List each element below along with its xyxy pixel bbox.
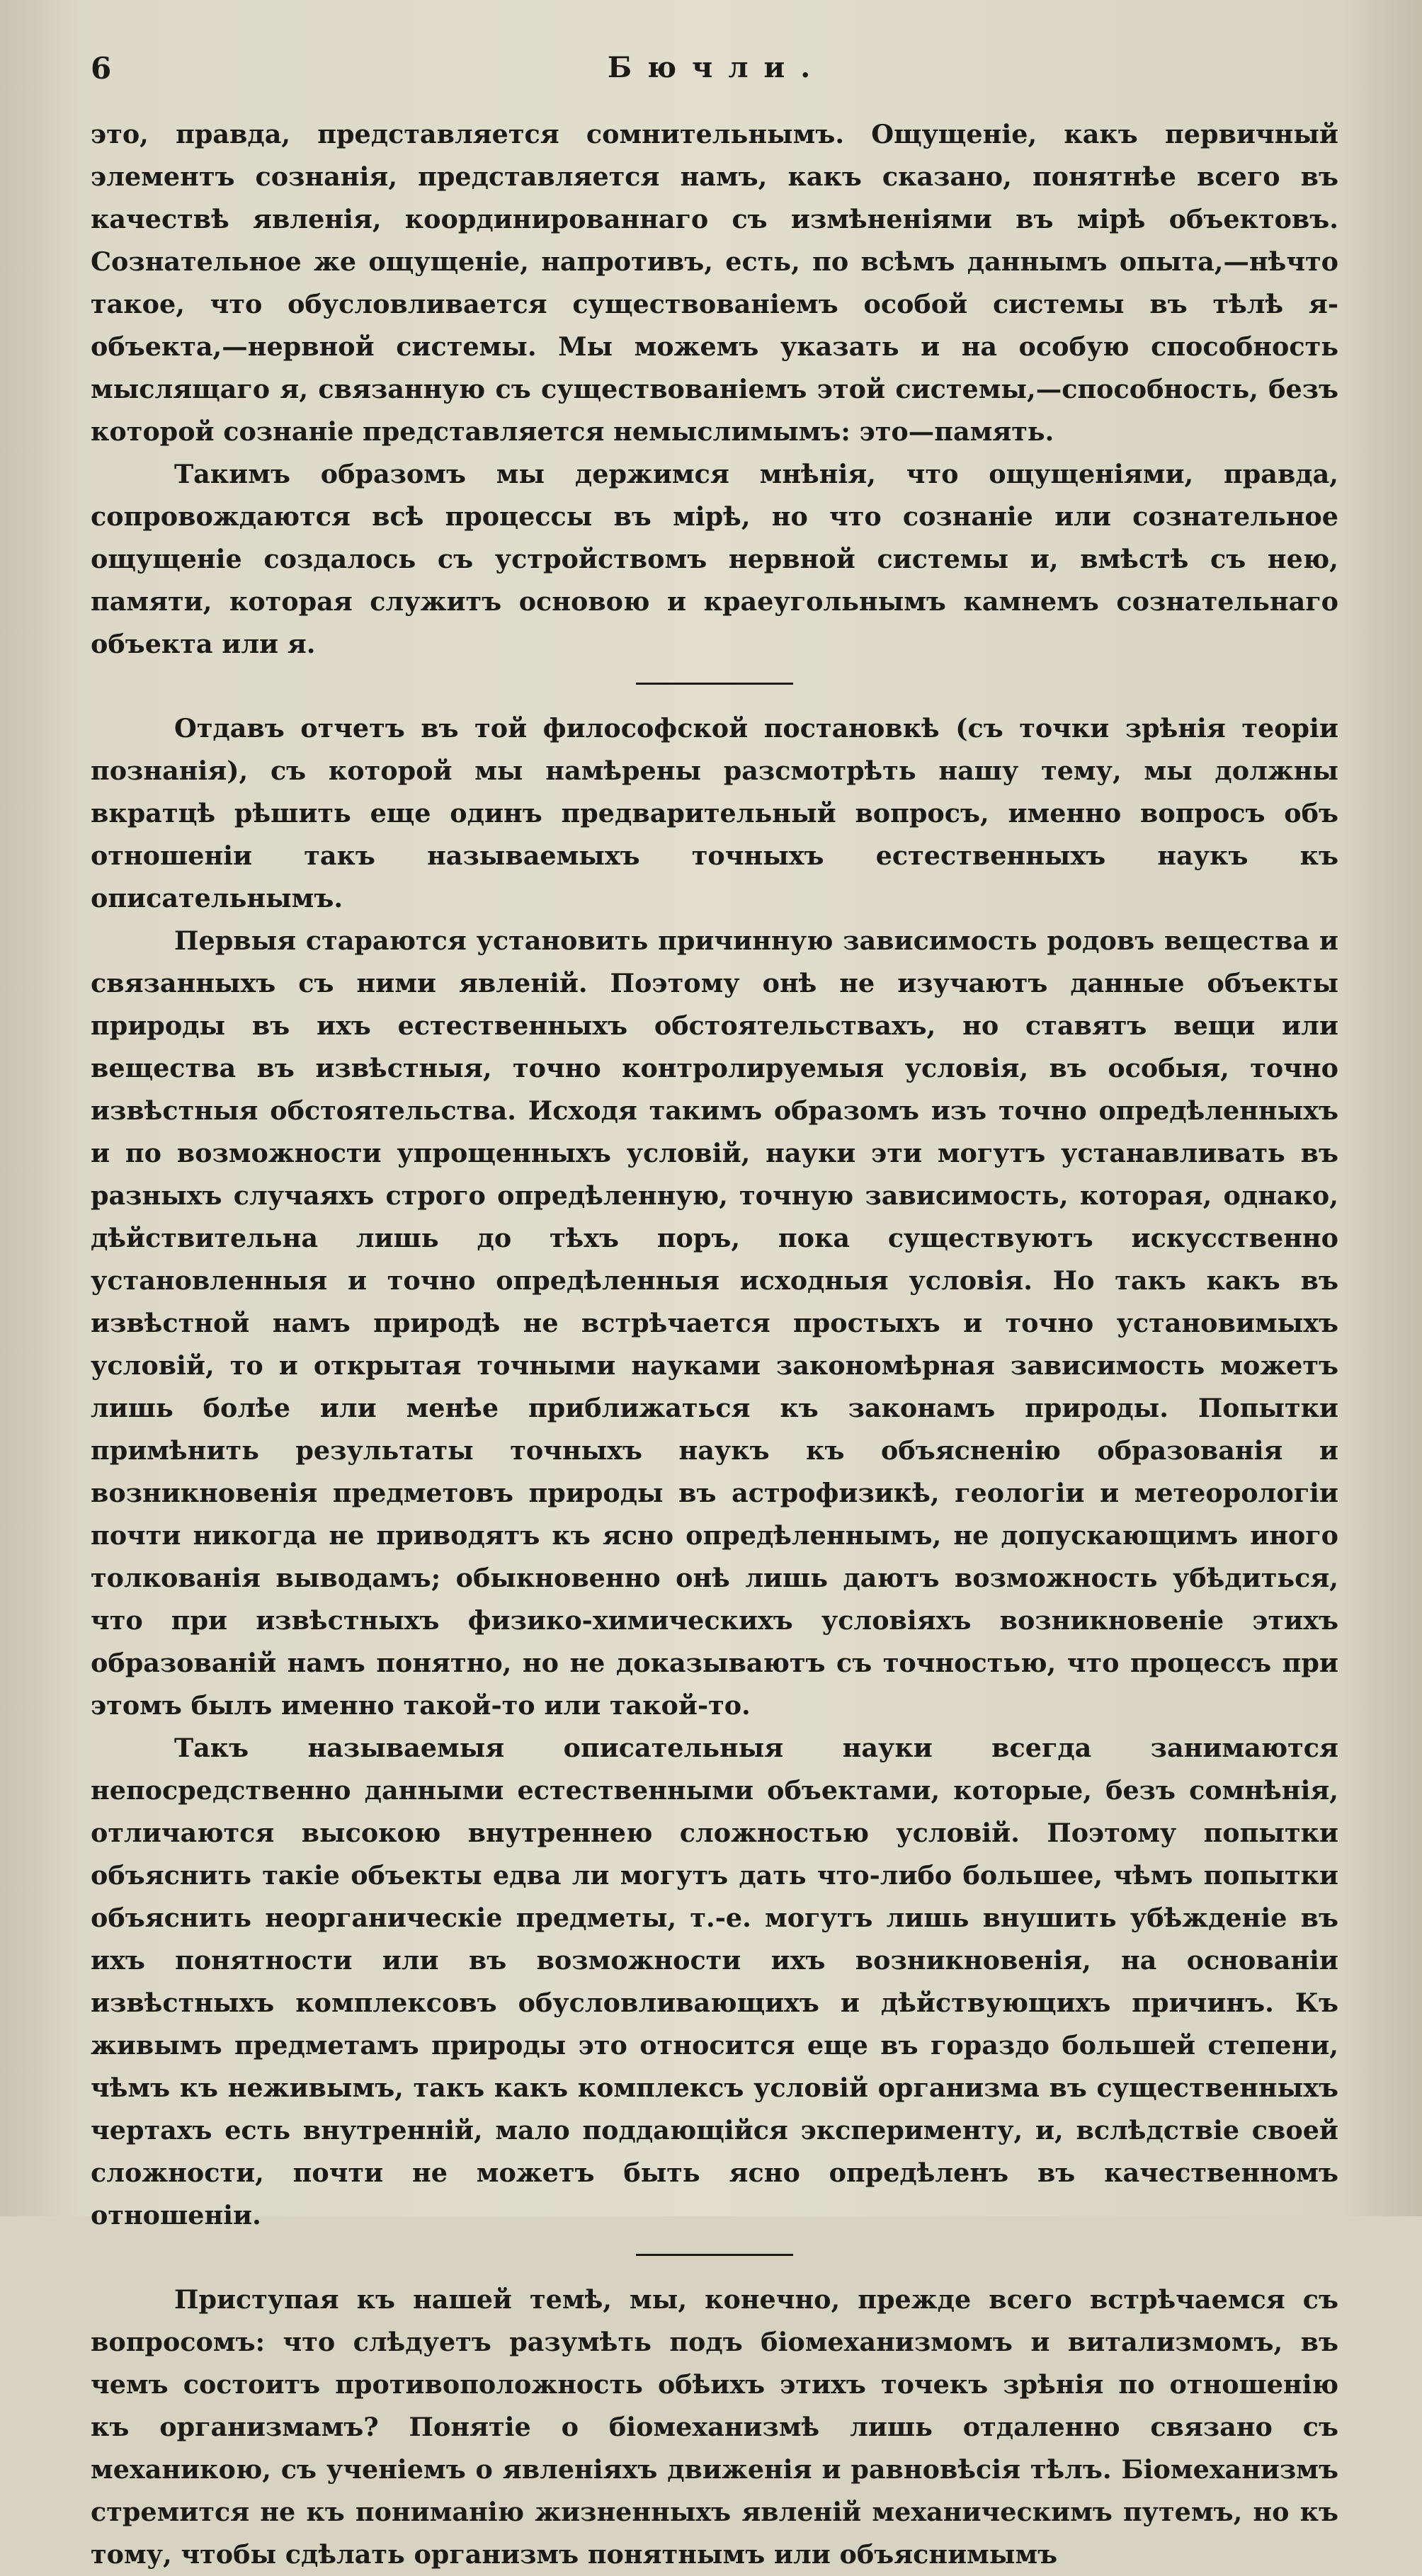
paragraph: это, правда, представляется сомнительнымъ. Ощущеніе, какъ первичный элементъ сознанія, представляется намъ, какъ сказано, понятнѣе всего въ качествѣ явленія, координированнаго съ измѣненіями въ мірѣ объектовъ. Сознательное же ощущеніе, напротивъ, есть, по всѣмъ даннымъ опыта,—нѣчто такое, что обусловливается существованіемъ особой системы въ тѣлѣ я-объекта,—нервной системы. Мы можемъ указать и на особую способность мыслящаго я, связанную съ существованіемъ этой системы,—способность, безъ которой сознаніе представляется немыслимымъ: это—память. xyxy=(91,119,1338,447)
page-number: 6 xyxy=(91,51,112,86)
text-section xyxy=(91,707,1338,2237)
paragraph: Первыя стараются установить причинную зависимость родовъ вещества и связанныхъ съ ними явленій. Поэтому онѣ не изучаютъ данные объекты природы въ ихъ естественныхъ обстоятельствахъ, но ставятъ вещи или вещества въ извѣстныя, точно контролируемыя условія, въ особыя, точно извѣстныя обстоятельства. Исходя такимъ образомъ изъ точно опредѣленныхъ и по возможности упрощенныхъ условій, науки эти могутъ устанавливать въ разныхъ случаяхъ строго опредѣленную, точную зависимость, которая, однако, дѣйствительна лишь до тѣхъ поръ, пока существуютъ искусственно установленныя и точно опредѣленныя исходныя условія. Но такъ какъ въ извѣстной намъ природѣ не встрѣчается простыхъ и точно установимыхъ условій, то и открытая точными науками закономѣрная зависимость можетъ лишь болѣе или менѣе приближаться къ законамъ природы. Попытки примѣнить результаты точныхъ наукъ къ объясненію образованія и возникновенія предметовъ природы въ астрофизикѣ, геологіи и метеорологіи почти никогда не приводятъ къ ясно опредѣленнымъ, не допускающимъ иного толкованія выводамъ; обыкновенно онѣ лишь даютъ возможность убѣдиться, что при извѣстныхъ физико-химическихъ условіяхъ возникновеніе этихъ образованій намъ понятно, но не доказываютъ съ точностью, что процессъ при этомъ былъ именно такой-то или такой-то. xyxy=(91,925,1338,1721)
page-header xyxy=(91,51,1343,93)
paragraph: Такъ называемыя описательныя науки всегда занимаются непосредственно данными естественными объектами, которые, безъ сомнѣнія, отличаются высокою внутреннею сложностью условій. Поэтому попытки объяснить такіе объекты едва ли могутъ дать что-либо большее, чѣмъ попытки объяснить неорганическіе предметы, т.-е. могутъ лишь внушить убѣжденіе въ ихъ понятности или въ возможности ихъ возникновенія, на основаніи извѣстныхъ комплексовъ обусловливающихъ и дѣйствующихъ причинъ. Къ живымъ предметамъ природы это относится еще въ гораздо большей степени, чѣмъ къ неживымъ, такъ какъ комплексъ условій организма въ существенныхъ чертахъ есть внутренній, мало поддающійся эксперименту, и, вслѣдствіе своей сложности, почти не можетъ быть ясно опредѣленъ въ качественномъ отношеніи. xyxy=(91,1733,1338,2230)
section-divider xyxy=(636,2254,793,2256)
text-section xyxy=(91,2279,1338,2576)
paragraph: Такимъ образомъ мы держимся мнѣнія, что ощущеніями, правда, сопровождаются всѣ процессы въ мірѣ, но что сознаніе или сознательное ощущеніе создалось съ устройствомъ нервной системы и, вмѣстѣ съ нею, памяти, которая служитъ основою и краеугольнымъ камнемъ сознательнаго объекта или я. xyxy=(91,459,1338,659)
paragraph: Отдавъ отчетъ въ той философской постановкѣ (съ точки зрѣнія теоріи познанія), съ которой мы намѣрены разсмотрѣть нашу тему, мы должны вкратцѣ рѣшить еще одинъ предварительный вопросъ, именно вопросъ объ отношеніи такъ называемыхъ точныхъ естественныхъ наукъ къ описательнымъ. xyxy=(91,713,1338,913)
section-divider xyxy=(636,683,793,685)
paragraph: Приступая къ нашей темѣ, мы, конечно, прежде всего встрѣчаемся съ вопросомъ: что слѣдуетъ разумѣть подъ біомеханизмомъ и витализмомъ, въ чемъ состоитъ противоположность обѣихъ этихъ точекъ зрѣнія по отношенію къ организмамъ? Понятіе о біомеханизмѣ лишь отдаленно связано съ механикою, съ ученіемъ о явленіяхъ движенія и равновѣсія тѣлъ. Біомеханизмъ стремится не къ пониманію жизненныхъ явленій механическимъ путемъ, но къ тому, чтобы сдѣлать организмъ понятнымъ или объяснимымъ xyxy=(91,2284,1338,2570)
text-section xyxy=(91,113,1338,666)
running-title: Бючли. xyxy=(607,51,826,84)
page-body xyxy=(91,113,1338,2576)
